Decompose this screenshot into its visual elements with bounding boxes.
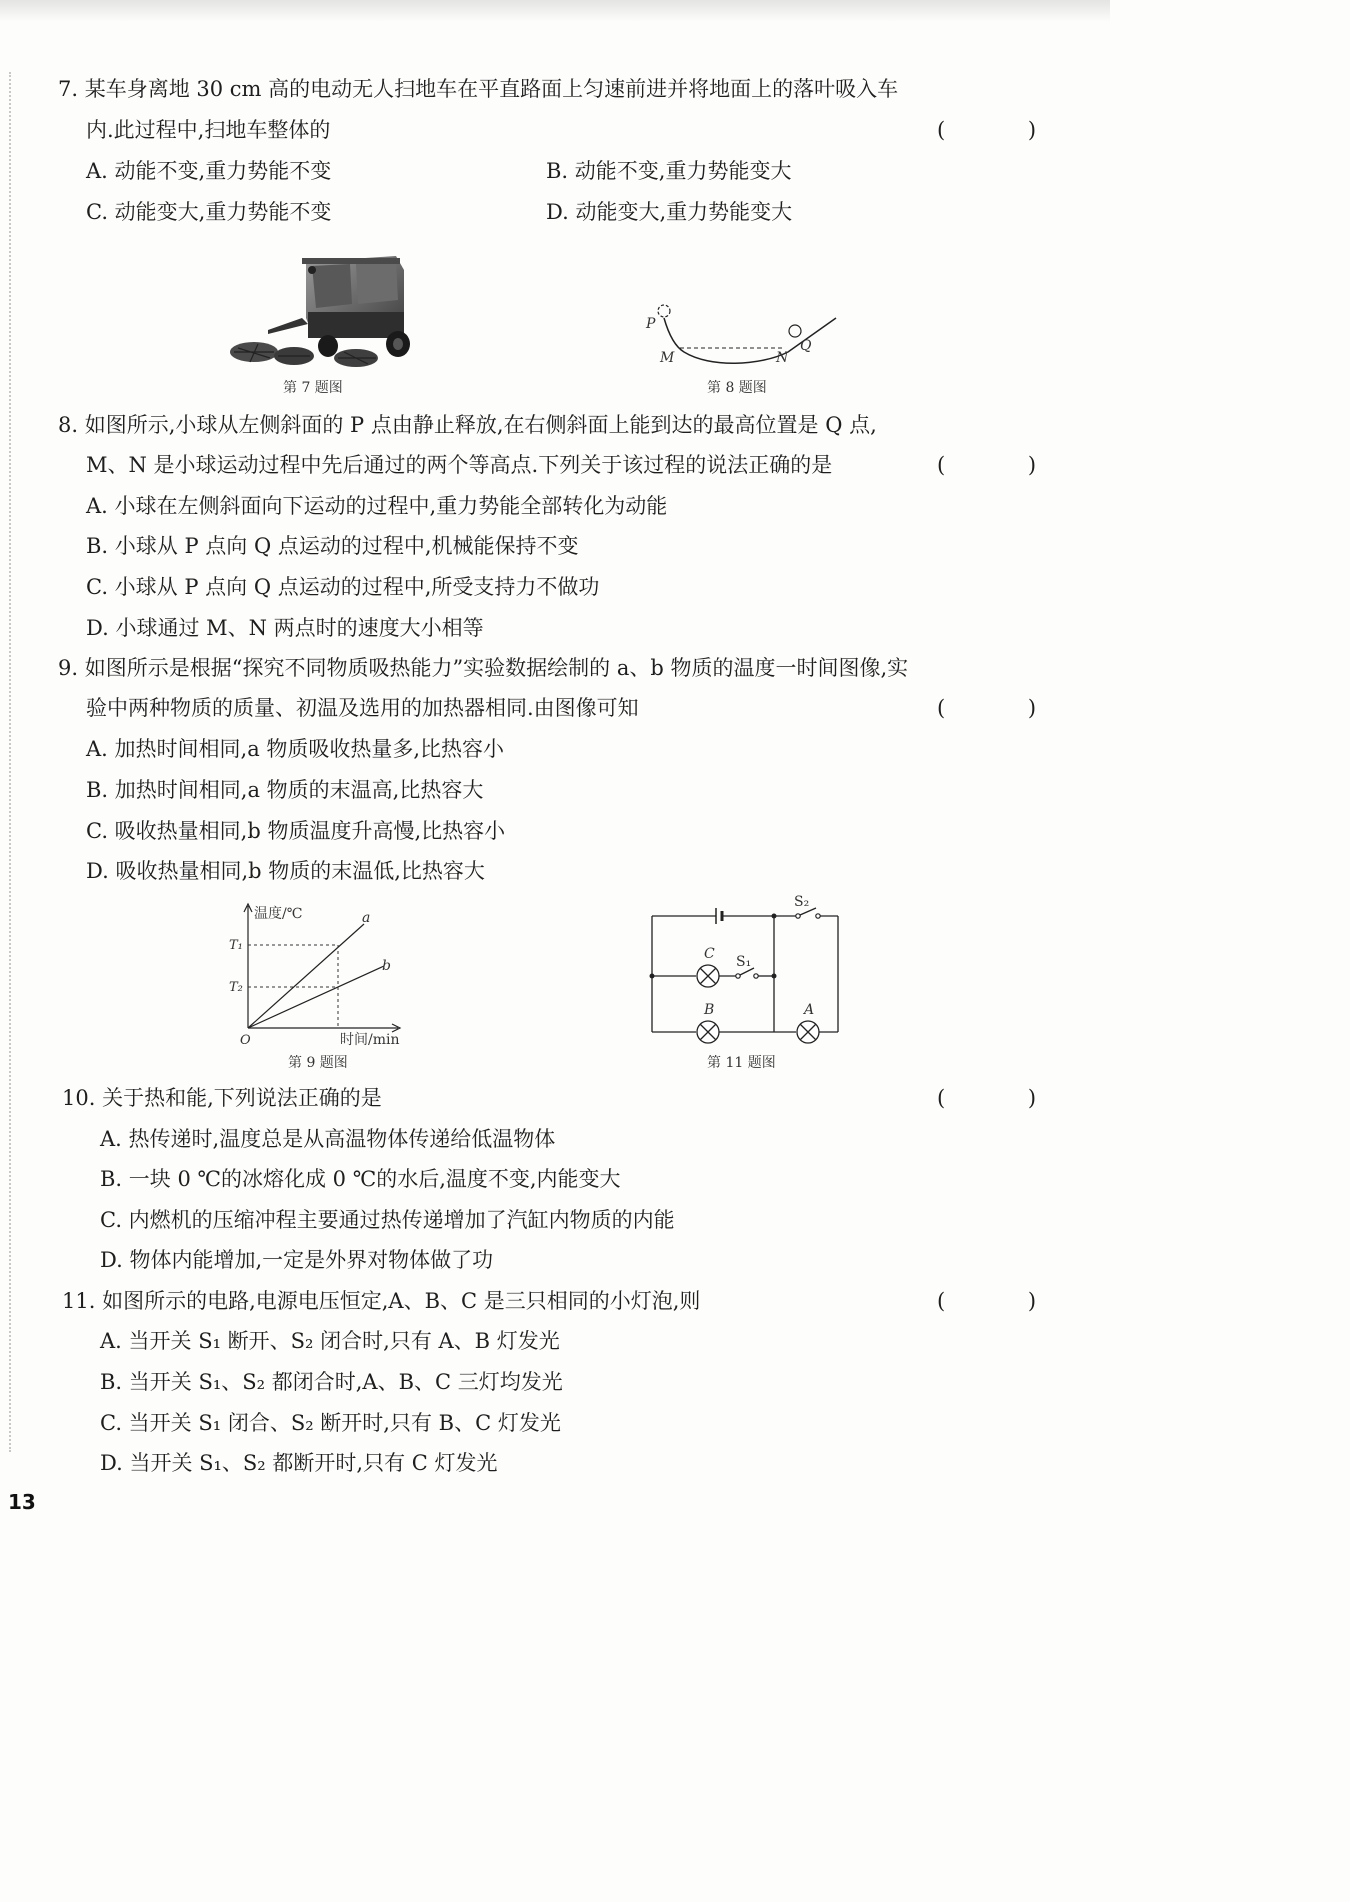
q7-stem-line2: 内.此过程中,扫地车整体的 <box>86 118 331 142</box>
q7-option-b: B. 动能不变,重力势能变大 <box>546 159 792 183</box>
q8-option-d: D. 小球通过 M、N 两点时的速度大小相等 <box>86 616 484 640</box>
fig7-sweeper-image <box>228 248 418 372</box>
fig8-caption: 第 8 题图 <box>707 380 767 396</box>
q10-option-d: D. 物体内能增加,一定是外界对物体做了功 <box>100 1248 494 1272</box>
page-number: 13 <box>8 1490 36 1514</box>
q9-option-d: D. 吸收热量相同,b 物质的末温低,比热容大 <box>86 859 485 883</box>
fig8-track-diagram <box>640 300 850 370</box>
q9-stem-line1: 9. 如图所示是根据“探究不同物质吸热能力”实验数据绘制的 a、b 物质的温度一时间图像,实 <box>58 656 909 680</box>
fig11-label-s2: S₂ <box>794 894 810 910</box>
q7-stem-line1: 7. 某车身离地 30 cm 高的电动无人扫地车在平直路面上匀速前进并将地面上的落叶吸入车 <box>58 77 899 101</box>
q8-option-a: A. 小球在左侧斜面向下运动的过程中,重力势能全部转化为动能 <box>86 494 668 518</box>
fig8-label-n: N <box>776 350 789 366</box>
q9-stem-line2: 验中两种物质的质量、初温及选用的加热器相同.由图像可知 <box>86 696 639 720</box>
binding-margin-line <box>9 72 11 1452</box>
fig9-ylabel: 温度/℃ <box>254 906 303 922</box>
q11-option-b: B. 当开关 S₁、S₂ 都闭合时,A、B、C 三灯均发光 <box>100 1370 563 1394</box>
q9-answer-blank: ( ) <box>937 696 1075 720</box>
fig11-caption: 第 11 题图 <box>707 1055 776 1071</box>
q9-option-a: A. 加热时间相同,a 物质吸收热量多,比热容小 <box>86 737 505 761</box>
q10-option-b: B. 一块 0 ℃的冰熔化成 0 ℃的水后,温度不变,内能变大 <box>100 1167 621 1191</box>
q10-option-c: C. 内燃机的压缩冲程主要通过热传递增加了汽缸内物质的内能 <box>100 1208 675 1232</box>
fig9-t2-label: T₂ <box>229 980 243 995</box>
fig9-temperature-time-graph <box>220 900 420 1050</box>
q11-answer-blank: ( ) <box>937 1289 1075 1313</box>
q7-option-c: C. 动能变大,重力势能不变 <box>86 200 332 224</box>
fig8-label-q: Q <box>800 338 812 354</box>
fig9-series-b-label: b <box>382 958 391 974</box>
q10-option-a: A. 热传递时,温度总是从高温物体传递给低温物体 <box>100 1127 556 1151</box>
page-top-shadow <box>0 0 1110 22</box>
fig9-series-a-label: a <box>362 910 371 926</box>
fig9-xlabel: 时间/min <box>340 1032 400 1048</box>
q11-option-d: D. 当开关 S₁、S₂ 都断开时,只有 C 灯发光 <box>100 1451 498 1475</box>
q11-option-c: C. 当开关 S₁ 闭合、S₂ 断开时,只有 B、C 灯发光 <box>100 1411 561 1435</box>
q10-answer-blank: ( ) <box>937 1086 1075 1110</box>
q9-option-c: C. 吸收热量相同,b 物质温度升高慢,比热容小 <box>86 819 506 843</box>
fig7-caption: 第 7 题图 <box>283 380 343 396</box>
fig8-label-m: M <box>660 350 675 366</box>
fig11-label-b: B <box>704 1002 715 1018</box>
q10-stem: 10. 关于热和能,下列说法正确的是 <box>62 1086 382 1110</box>
q11-option-a: A. 当开关 S₁ 断开、S₂ 闭合时,只有 A、B 灯发光 <box>100 1329 560 1353</box>
q8-stem-line1: 8. 如图所示,小球从左侧斜面的 P 点由静止释放,在右侧斜面上能到达的最高位置是 Q 点, <box>58 413 877 437</box>
fig9-t1-label: T₁ <box>229 938 243 953</box>
fig8-label-p: P <box>646 316 656 332</box>
q8-stem-line2: M、N 是小球运动过程中先后通过的两个等高点.下列关于该过程的说法正确的是 <box>86 453 833 477</box>
q9-option-b: B. 加热时间相同,a 物质的末温高,比热容大 <box>86 778 484 802</box>
q8-option-c: C. 小球从 P 点向 Q 点运动的过程中,所受支持力不做功 <box>86 575 600 599</box>
q8-option-b: B. 小球从 P 点向 Q 点运动的过程中,机械能保持不变 <box>86 534 579 558</box>
fig9-line-b <box>248 966 384 1028</box>
q7-option-d: D. 动能变大,重力势能变大 <box>546 200 793 224</box>
q7-option-a: A. 动能不变,重力势能不变 <box>86 159 332 183</box>
fig11-label-a: A <box>804 1002 815 1018</box>
fig9-origin-label: O <box>240 1033 251 1048</box>
q11-stem: 11. 如图所示的电路,电源电压恒定,A、B、C 是三只相同的小灯泡,则 <box>62 1289 701 1313</box>
fig11-label-s1: S₁ <box>736 954 752 970</box>
fig9-caption: 第 9 题图 <box>288 1055 348 1071</box>
q8-answer-blank: ( ) <box>937 453 1075 477</box>
q7-answer-blank: ( ) <box>937 118 1075 142</box>
fig9-line-a <box>248 924 364 1028</box>
fig11-circuit-diagram <box>640 896 850 1042</box>
fig11-label-c: C <box>704 946 715 962</box>
